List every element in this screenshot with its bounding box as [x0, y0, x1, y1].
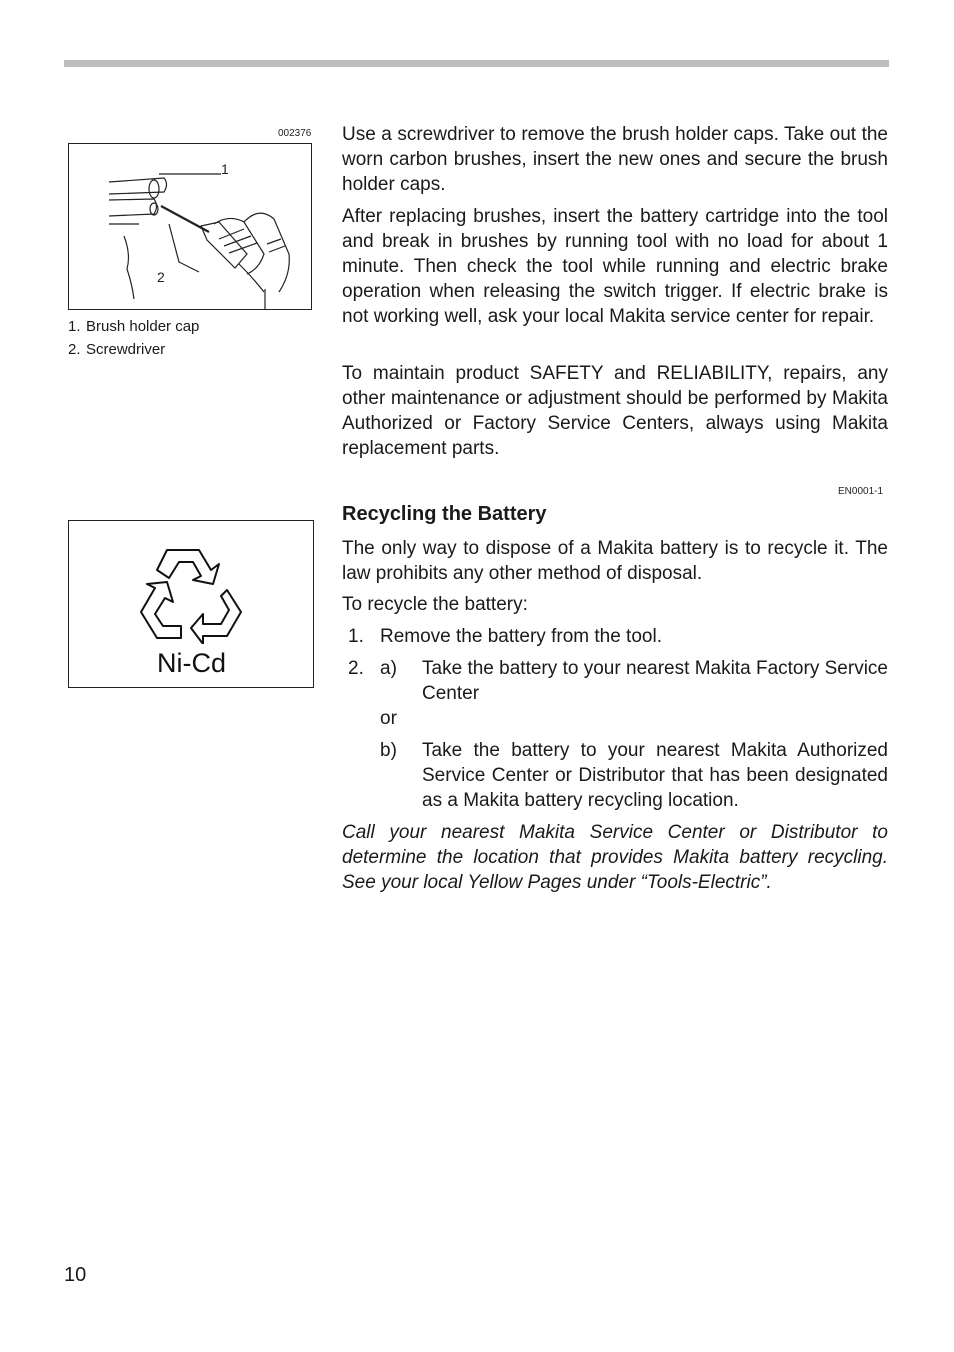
- recycling-note: Call your nearest Makita Service Center or Distributor to determine the location that provides Makita battery recycling. See your local Yellow Pages under “Tools-Electric”.: [342, 822, 888, 893]
- step-number: 1.: [348, 626, 364, 647]
- legend-label: Brush holder cap: [86, 318, 200, 335]
- page-number: 10: [64, 1264, 87, 1286]
- figure-legend: [68, 315, 199, 361]
- step-1: [348, 624, 888, 649]
- step-sublabel: a): [380, 658, 397, 679]
- legend-item: [68, 315, 199, 338]
- header-rule: [64, 60, 889, 67]
- recycle-icon: [137, 546, 243, 644]
- step-number: 2.: [348, 658, 364, 679]
- callout-2: 2: [157, 269, 165, 285]
- figure-code: 002376: [278, 128, 312, 139]
- brush-paragraph-2: After replacing brushes, insert the battery cartridge into the tool and break in brushes by running tool with no load for about 1 minute. Then check the tool while running and electric brake operation when releasing the switch trigger. If electric brake is not working well, ask your local Makita service center for repair.: [342, 206, 888, 327]
- step-text: Take the battery to your nearest Makita Authorized Service Center or Distributor that has been designated as a Makita battery recycling location.: [422, 740, 888, 811]
- section-code: EN0001-1: [838, 486, 884, 497]
- recycling-symbol-box: [68, 520, 314, 688]
- brush-holder-illustration: [68, 143, 312, 310]
- step-text: Take the battery to your nearest Makita Factory Service Center: [422, 658, 888, 704]
- section-heading: Recycling the Battery: [342, 503, 547, 525]
- step-or: or: [380, 708, 397, 729]
- battery-type-label: Ni-Cd: [157, 648, 227, 678]
- legend-label: Screwdriver: [86, 341, 166, 358]
- recycling-lead: To recycle the battery:: [342, 594, 528, 615]
- brush-paragraph-1: Use a screwdriver to remove the brush holder caps. Take out the worn carbon brushes, insert the new ones and secure the brush holder caps.: [342, 124, 888, 195]
- legend-number: 2.: [68, 341, 81, 358]
- legend-item: [68, 338, 199, 361]
- legend-number: 1.: [68, 318, 81, 335]
- step-text: Remove the battery from the tool.: [380, 626, 662, 647]
- step-sublabel: b): [380, 740, 397, 761]
- step-2b: [348, 738, 888, 813]
- recycling-intro: The only way to dispose of a Makita battery is to recycle it. The law prohibits any other method of disposal.: [342, 538, 888, 584]
- step-2a: [348, 656, 888, 706]
- screwdriver-drawing: [69, 144, 311, 309]
- callout-1: 1: [221, 161, 229, 177]
- safety-paragraph: To maintain product SAFETY and RELIABILITY, repairs, any other maintenance or adjustment should be performed by Makita Authorized or Factory Service Centers, always using Makita replacement parts.: [342, 363, 888, 459]
